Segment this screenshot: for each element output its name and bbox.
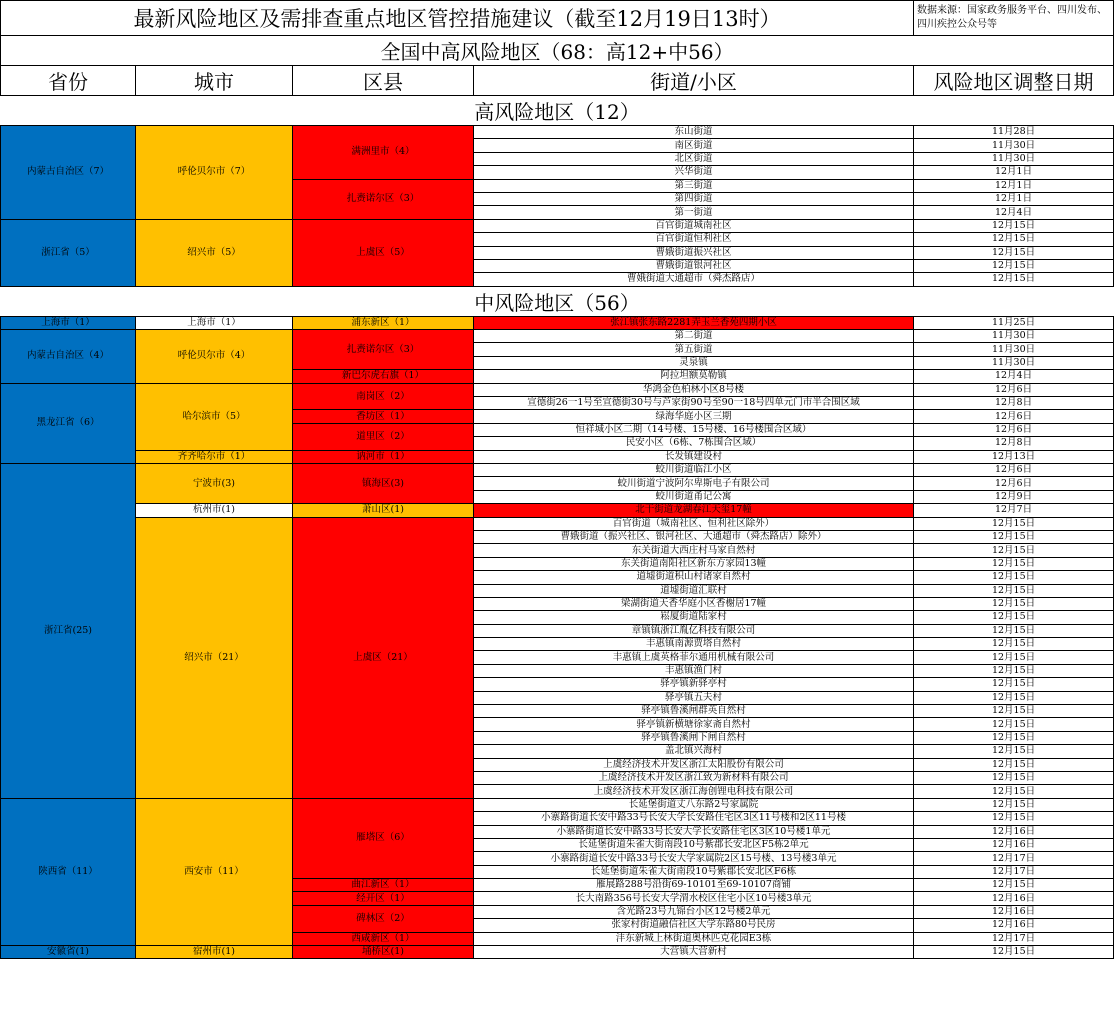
street-cell: 长延堡街道朱雀大街南段10号紫郡长安北区F6栋 [474,865,914,878]
street-cell: 东山街道 [474,126,914,139]
street-cell: 小寨路街道长安中路33号长安大学长安路住宅区3区11号楼和2区11号楼 [474,812,914,825]
summary-title: 全国中高风险地区（68：高12+中56） [1,36,1114,66]
county-cell: 扎赉诺尔区（3） [293,330,474,370]
county-cell: 道里区（2） [293,423,474,450]
date-cell: 12月16日 [914,905,1114,918]
county-cell: 扎赉诺尔区（3） [293,179,474,219]
date-cell: 12月16日 [914,838,1114,851]
street-cell: 阿拉坦额莫勒镇 [474,370,914,383]
city-cell: 宿州市(1) [136,946,293,959]
date-cell: 12月15日 [914,946,1114,959]
province-cell: 陕西省（11） [1,798,136,945]
date-cell: 12月16日 [914,919,1114,932]
county-cell: 埇桥区(1) [293,946,474,959]
date-cell: 12月15日 [914,745,1114,758]
street-cell: 绿海华庭小区三期 [474,410,914,423]
date-cell: 12月15日 [914,785,1114,798]
street-cell: 东关街道大西庄村马家自然村 [474,544,914,557]
date-cell: 12月6日 [914,477,1114,490]
date-cell: 12月15日 [914,879,1114,892]
mid-risk-title: 中风险地区（56） [1,286,1114,316]
date-cell: 12月15日 [914,678,1114,691]
date-cell: 12月8日 [914,397,1114,410]
date-cell: 12月15日 [914,273,1114,286]
street-cell: 长延堡街道丈八东路2号家属院 [474,798,914,811]
street-cell: 丰惠镇渔门村 [474,664,914,677]
date-cell: 12月15日 [914,246,1114,259]
street-cell: 第一街道 [474,206,914,219]
street-cell: 长大南路356号长安大学渭水校区住宅小区10号楼3单元 [474,892,914,905]
street-cell: 道墟街道积山村诸家自然村 [474,571,914,584]
date-cell: 12月16日 [914,892,1114,905]
county-cell: 曲江新区（1） [293,879,474,892]
street-cell: 章镇镇浙江胤亿科技有限公司 [474,624,914,637]
province-cell: 安徽省(1) [1,946,136,959]
street-cell: 上虞经济技术开发区浙江致为新材料有限公司 [474,771,914,784]
city-cell: 宁波市(3) [136,463,293,503]
date-cell: 12月15日 [914,664,1114,677]
street-cell: 灵泉镇 [474,356,914,369]
date-cell: 12月15日 [914,691,1114,704]
city-cell: 齐齐哈尔市（1） [136,450,293,463]
date-cell: 12月17日 [914,865,1114,878]
date-cell: 11月28日 [914,126,1114,139]
county-cell: 萧山区(1) [293,504,474,517]
date-cell: 12月15日 [914,544,1114,557]
street-cell: 民安小区（6栋、7栋围合区域） [474,437,914,450]
data-source: 数据来源：国家政务服务平台、四川发布、四川疾控公众号等 [914,1,1114,36]
city-cell: 哈尔滨市（5） [136,383,293,450]
province-cell: 浙江省（5） [1,219,136,286]
street-cell: 蛟川街道甬记公寓 [474,490,914,503]
street-cell: 大营镇大营新村 [474,946,914,959]
county-cell: 讷河市（1） [293,450,474,463]
date-cell: 12月6日 [914,383,1114,396]
date-cell: 12月4日 [914,370,1114,383]
province-cell: 内蒙古自治区（7） [1,126,136,220]
county-cell: 新巴尔虎右旗（1） [293,370,474,383]
date-cell: 11月30日 [914,356,1114,369]
street-cell: 长延堡街道朱雀大街南段10号紫郡长安北区F5栋2单元 [474,838,914,851]
street-cell: 小寨路街道长安中路33号长安大学家属院2区15号楼、13号楼3单元 [474,852,914,865]
street-cell: 上虞经济技术开发区浙江海创锂电科技有限公司 [474,785,914,798]
street-cell: 道墟街道汇联村 [474,584,914,597]
date-cell: 12月13日 [914,450,1114,463]
street-cell: 南区街道 [474,139,914,152]
header-date: 风险地区调整日期 [914,66,1114,96]
street-cell: 曹娥街道振兴社区 [474,246,914,259]
street-cell: 驿亭镇五夫村 [474,691,914,704]
date-cell: 12月15日 [914,597,1114,610]
page-title: 最新风险地区及需排查重点地区管控措施建议（截至12月19日13时） [1,1,914,36]
street-cell: 上虞经济技术开发区浙江太阳股份有限公司 [474,758,914,771]
street-cell: 华鸿金色柏林小区8号楼 [474,383,914,396]
county-cell: 雁塔区（6） [293,798,474,878]
date-cell: 12月15日 [914,771,1114,784]
header-street: 街道/小区 [474,66,914,96]
province-cell: 内蒙古自治区（4） [1,330,136,384]
street-cell: 第二街道 [474,330,914,343]
date-cell: 12月15日 [914,571,1114,584]
province-cell: 上海市（1） [1,316,136,329]
date-cell: 12月15日 [914,530,1114,543]
street-cell: 长发镇建设村 [474,450,914,463]
street-cell: 蛟川街道宁波阿尔卑斯电子有限公司 [474,477,914,490]
street-cell: 沣东新城上林街道奥林匹克花园E3栋 [474,932,914,945]
date-cell: 12月15日 [914,812,1114,825]
date-cell: 12月15日 [914,705,1114,718]
street-cell: 雁展路288号沿街69-10101至69-10107商铺 [474,879,914,892]
city-cell: 绍兴市（5） [136,219,293,286]
city-cell: 上海市（1） [136,316,293,329]
date-cell: 12月1日 [914,192,1114,205]
date-cell: 12月4日 [914,206,1114,219]
street-cell: 曹娥街道银河社区 [474,259,914,272]
date-cell: 12月6日 [914,463,1114,476]
date-cell: 11月30日 [914,330,1114,343]
date-cell: 12月15日 [914,611,1114,624]
date-cell: 12月15日 [914,718,1114,731]
county-cell: 碑林区（2） [293,905,474,932]
date-cell: 12月15日 [914,517,1114,530]
street-cell: 张江镇张东路2281弄玉兰香苑四期小区 [474,316,914,329]
street-cell: 北区街道 [474,152,914,165]
date-cell: 11月30日 [914,152,1114,165]
street-cell: 宣德街26一1号至宣德街30号与芦家街90号至90一18号四单元门市半合围区域 [474,397,914,410]
county-cell: 南岗区（2） [293,383,474,410]
date-cell: 12月15日 [914,219,1114,232]
header-city: 城市 [136,66,293,96]
date-cell: 12月15日 [914,651,1114,664]
street-cell: 第四街道 [474,192,914,205]
county-cell: 浦东新区（1） [293,316,474,329]
street-cell: 百官街道城南社区 [474,219,914,232]
date-cell: 12月7日 [914,504,1114,517]
high-risk-title: 高风险地区（12） [1,96,1114,126]
street-cell: 曹娥街道（振兴社区、银河社区、大通超市（舜杰路店）除外） [474,530,914,543]
street-cell: 盖北镇兴海村 [474,745,914,758]
date-cell: 12月15日 [914,233,1114,246]
county-cell: 上虞区（21） [293,517,474,798]
street-cell: 蛟川街道临江小区 [474,463,914,476]
street-cell: 小寨路街道长安中路33号长安大学长安路住宅区3区10号楼1单元 [474,825,914,838]
date-cell: 12月17日 [914,852,1114,865]
date-cell: 12月8日 [914,437,1114,450]
street-cell: 丰惠镇上虞英格菲尔通用机械有限公司 [474,651,914,664]
county-cell: 西咸新区（1） [293,932,474,945]
street-cell: 百官街道（城南社区、恒利社区除外） [474,517,914,530]
street-cell: 第三街道 [474,179,914,192]
date-cell: 12月15日 [914,798,1114,811]
date-cell: 12月15日 [914,584,1114,597]
date-cell: 11月25日 [914,316,1114,329]
street-cell: 恒祥城小区二期（14号楼、15号楼、16号楼围合区域） [474,423,914,436]
date-cell: 12月15日 [914,557,1114,570]
province-cell: 浙江省(25) [1,463,136,798]
street-cell: 驿亭镇新驿亭村 [474,678,914,691]
date-cell: 12月1日 [914,179,1114,192]
city-cell: 西安市（11） [136,798,293,945]
street-cell: 驿亭镇新横塘徐家斋自然村 [474,718,914,731]
street-cell: 百官街道恒利社区 [474,233,914,246]
date-cell: 12月15日 [914,731,1114,744]
county-cell: 满洲里市（4） [293,126,474,180]
date-cell: 12月17日 [914,932,1114,945]
date-cell: 11月30日 [914,343,1114,356]
street-cell: 驿亭镇鲁溪闸群英自然村 [474,705,914,718]
street-cell: 第五街道 [474,343,914,356]
street-cell: 梁湖街道天香华庭小区香榭居17幢 [474,597,914,610]
city-cell: 杭州市(1) [136,504,293,517]
date-cell: 12月16日 [914,825,1114,838]
date-cell: 12月15日 [914,758,1114,771]
header-county: 区县 [293,66,474,96]
city-cell: 绍兴市（21） [136,517,293,798]
date-cell: 12月6日 [914,423,1114,436]
date-cell: 11月30日 [914,139,1114,152]
street-cell: 崧厦街道陆家村 [474,611,914,624]
county-cell: 香坊区（1） [293,410,474,423]
date-cell: 12月6日 [914,410,1114,423]
street-cell: 张家村街道融信社区大学东路80号民房 [474,919,914,932]
street-cell: 东关街道南阳社区新东方家园13幢 [474,557,914,570]
street-cell: 驿亭镇鲁溪闸下闸自然村 [474,731,914,744]
date-cell: 12月15日 [914,638,1114,651]
street-cell: 曹娥街道大通超市（舜杰路店） [474,273,914,286]
county-cell: 上虞区（5） [293,219,474,286]
date-cell: 12月9日 [914,490,1114,503]
county-cell: 经开区（1） [293,892,474,905]
street-cell: 丰惠镇南源贾塔自然村 [474,638,914,651]
date-cell: 12月1日 [914,166,1114,179]
county-cell: 镇海区(3) [293,463,474,503]
header-province: 省份 [1,66,136,96]
province-cell: 黑龙江省（6） [1,383,136,463]
street-cell: 北干街道龙湖春江天玺17幢 [474,504,914,517]
city-cell: 呼伦贝尔市（4） [136,330,293,384]
date-cell: 12月15日 [914,624,1114,637]
city-cell: 呼伦贝尔市（7） [136,126,293,220]
street-cell: 含光路23号九锦台小区12号楼2单元 [474,905,914,918]
street-cell: 兴华街道 [474,166,914,179]
date-cell: 12月15日 [914,259,1114,272]
